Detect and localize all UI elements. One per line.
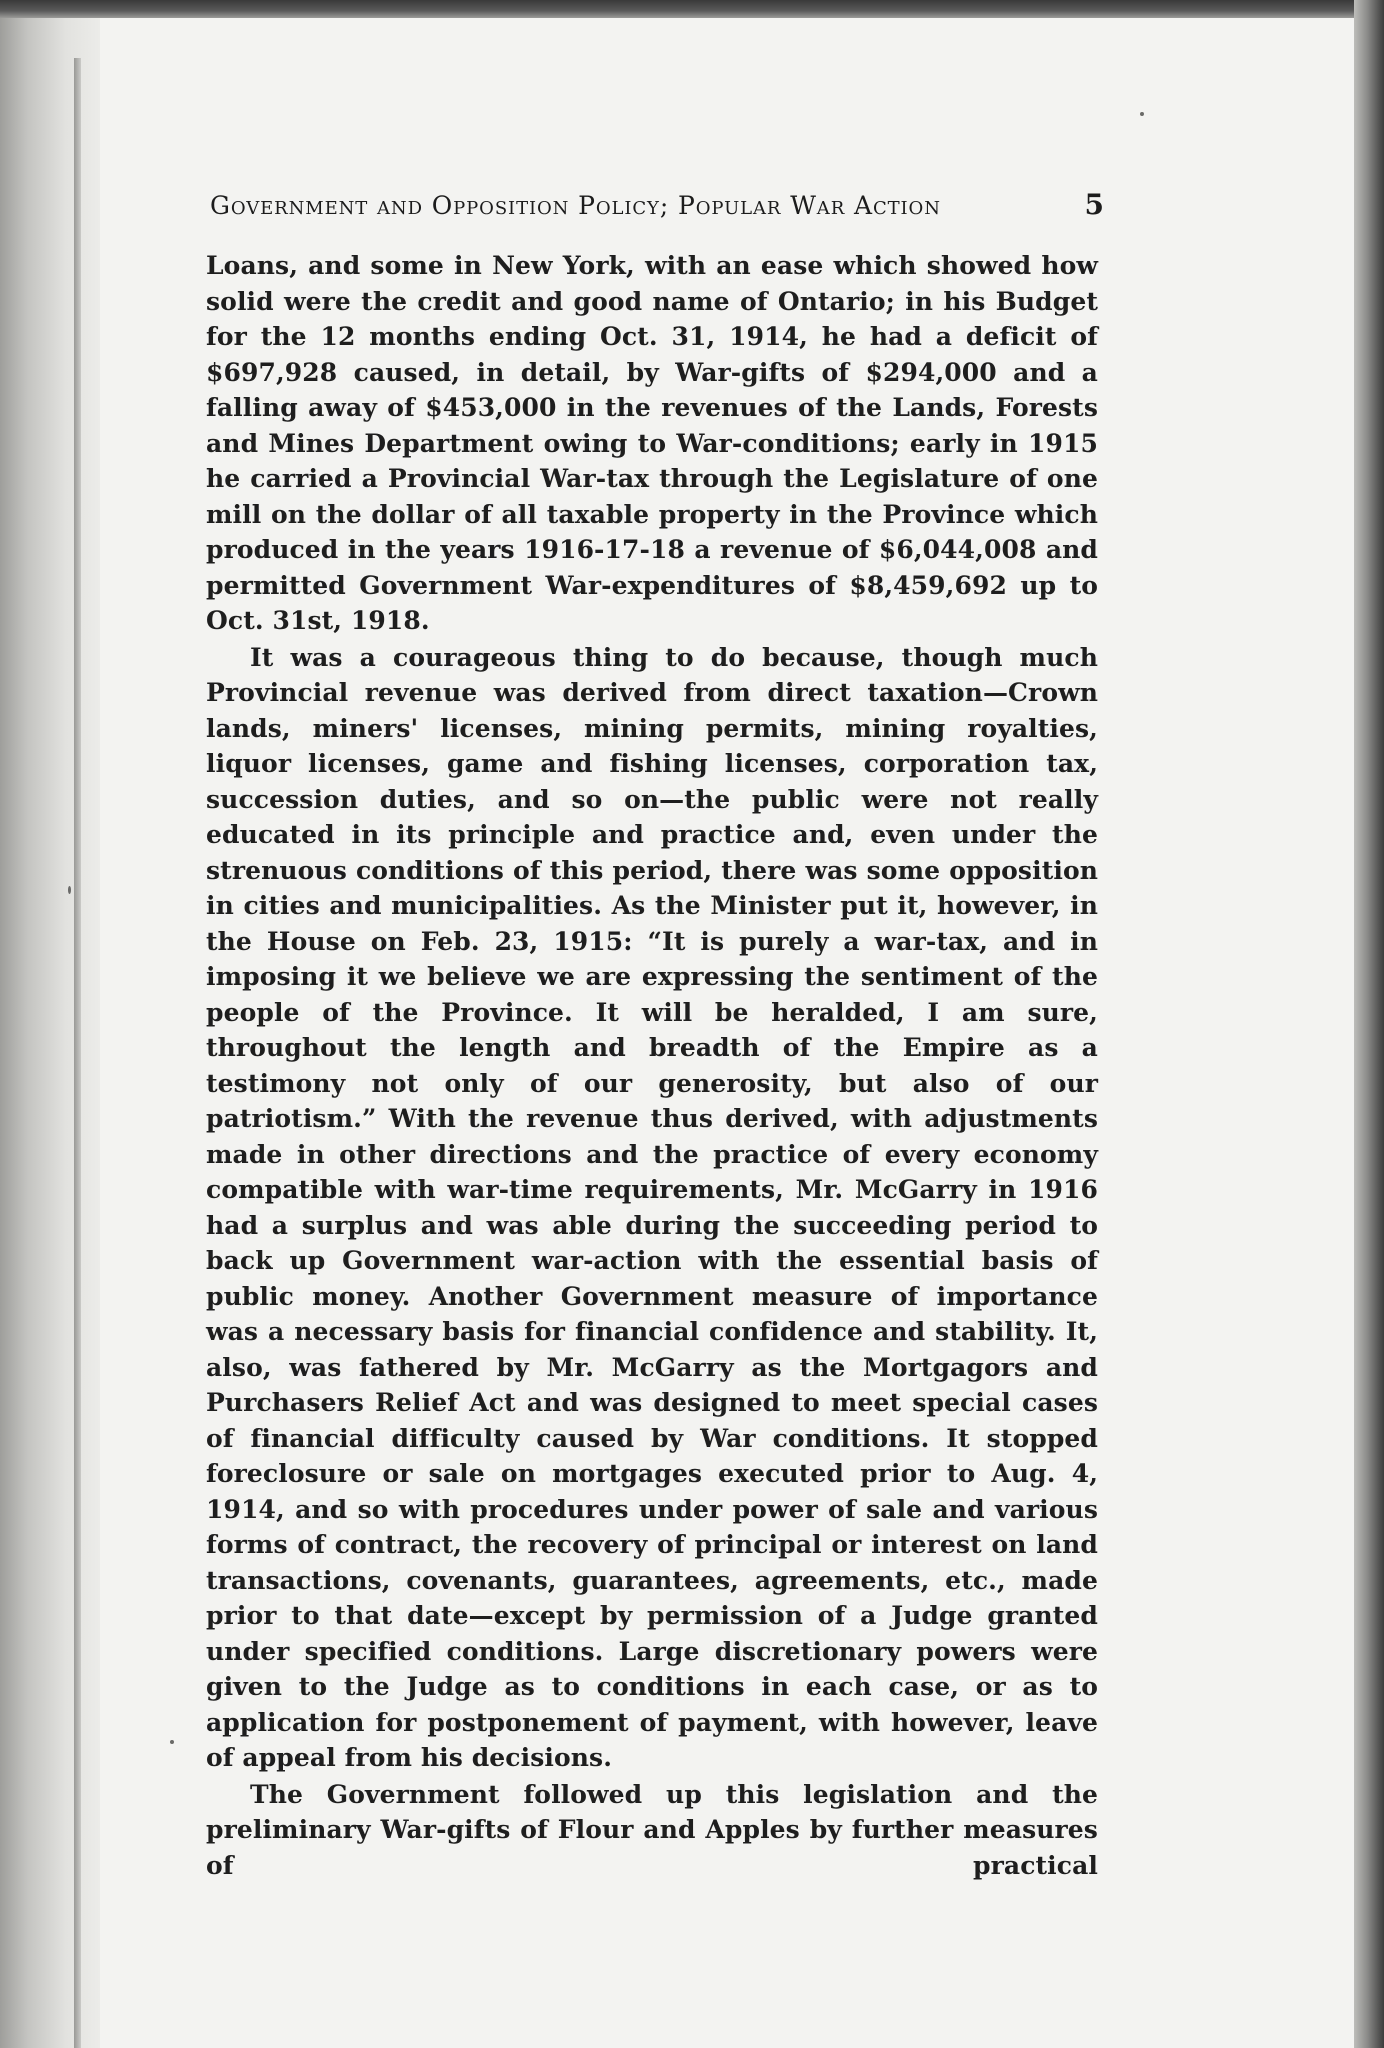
body-text: [206, 248, 1098, 1883]
paragraph-continued: Loans, and some in New York, with an ease which showed how solid were the credit and good name of Ontario; in his Budget for the 12 months ending Oct. 31, 1914, he had a deficit of $697,928 caused, in detail, by War-gifts of $294,000 and a falling away of $453,000 in the revenues of the Lands, Forests and Mines Department owing to War-conditions; early in 1915 he carried a Provincial War-tax through the Legislature of one mill on the dollar of all taxable property in the Province which produced in the years 1916-17-18 a revenue of $6,044,008 and permitted Government War-expenditures of $8,459,692 up to Oct. 31st, 1918.: [206, 251, 1098, 635]
paragraph-government-measures: The Government followed up this legislation and the preliminary War-gifts of Flour and Apples by further measures of practical: [206, 1779, 1098, 1880]
scan-speck: [1140, 112, 1144, 116]
scan-speck: [68, 886, 71, 894]
paragraph-war-tax: It was a courageous thing to do because, though much Provincial revenue was derived from direct taxation—Crown lands, miners' licenses, mining permits, mining royalties, liquor licenses, game and fishing licenses, corporation tax, succession duties, and so on—the public were not really educated in its principle and practice and, even under the strenuous conditions of this period, there was some opposition in cities and municipalities. As the Minister put it, however, in the House on Feb. 23, 1915: “It is purely a war-tax, and in imposing it we believe we are expressing the sentiment of the people of the Province. It will be heralded, I am sure, throughout the length and breadth of the Empire as a testimony not only of our generosity, but also of our patriotism.” With the revenue thus derived, with adjustments made in other directions and the practice of every economy compatible with war-time requirements, Mr. McGarry in 1916 had a surplus and was able during the succeeding period to back up Government war-action with the essential basis of public money. Another Government measure of importance was a necessary basis for financial confidence and stability. It, also, was fathered by Mr. McGarry as the Mortgagors and Purchasers Relief Act and was designed to meet special cases of financial difficulty caused by War conditions. It stopped foreclosure or sale on mortgages executed prior to Aug. 4, 1914, and so with procedures under power of sale and various forms of contract, the recovery of principal or interest on land transactions, covenants, guarantees, agreements, etc., made prior to that date—except by permission of a Judge granted under specified conditions. Large discretionary powers were given to the Judge as to conditions in each case, or as to application for postponement of payment, with however, leave of appeal from his decisions.: [206, 642, 1098, 1772]
gutter-shadow-line: [74, 58, 81, 2048]
running-head: [210, 188, 1104, 222]
scan-right-edge: [1354, 0, 1384, 2048]
running-head-title: Government and Opposition Policy; Popular War Action: [210, 191, 941, 220]
scan-top-edge: [0, 0, 1384, 18]
page-number: 5: [1084, 188, 1104, 221]
scan-speck: [170, 1740, 174, 1744]
book-gutter: [0, 18, 110, 2048]
